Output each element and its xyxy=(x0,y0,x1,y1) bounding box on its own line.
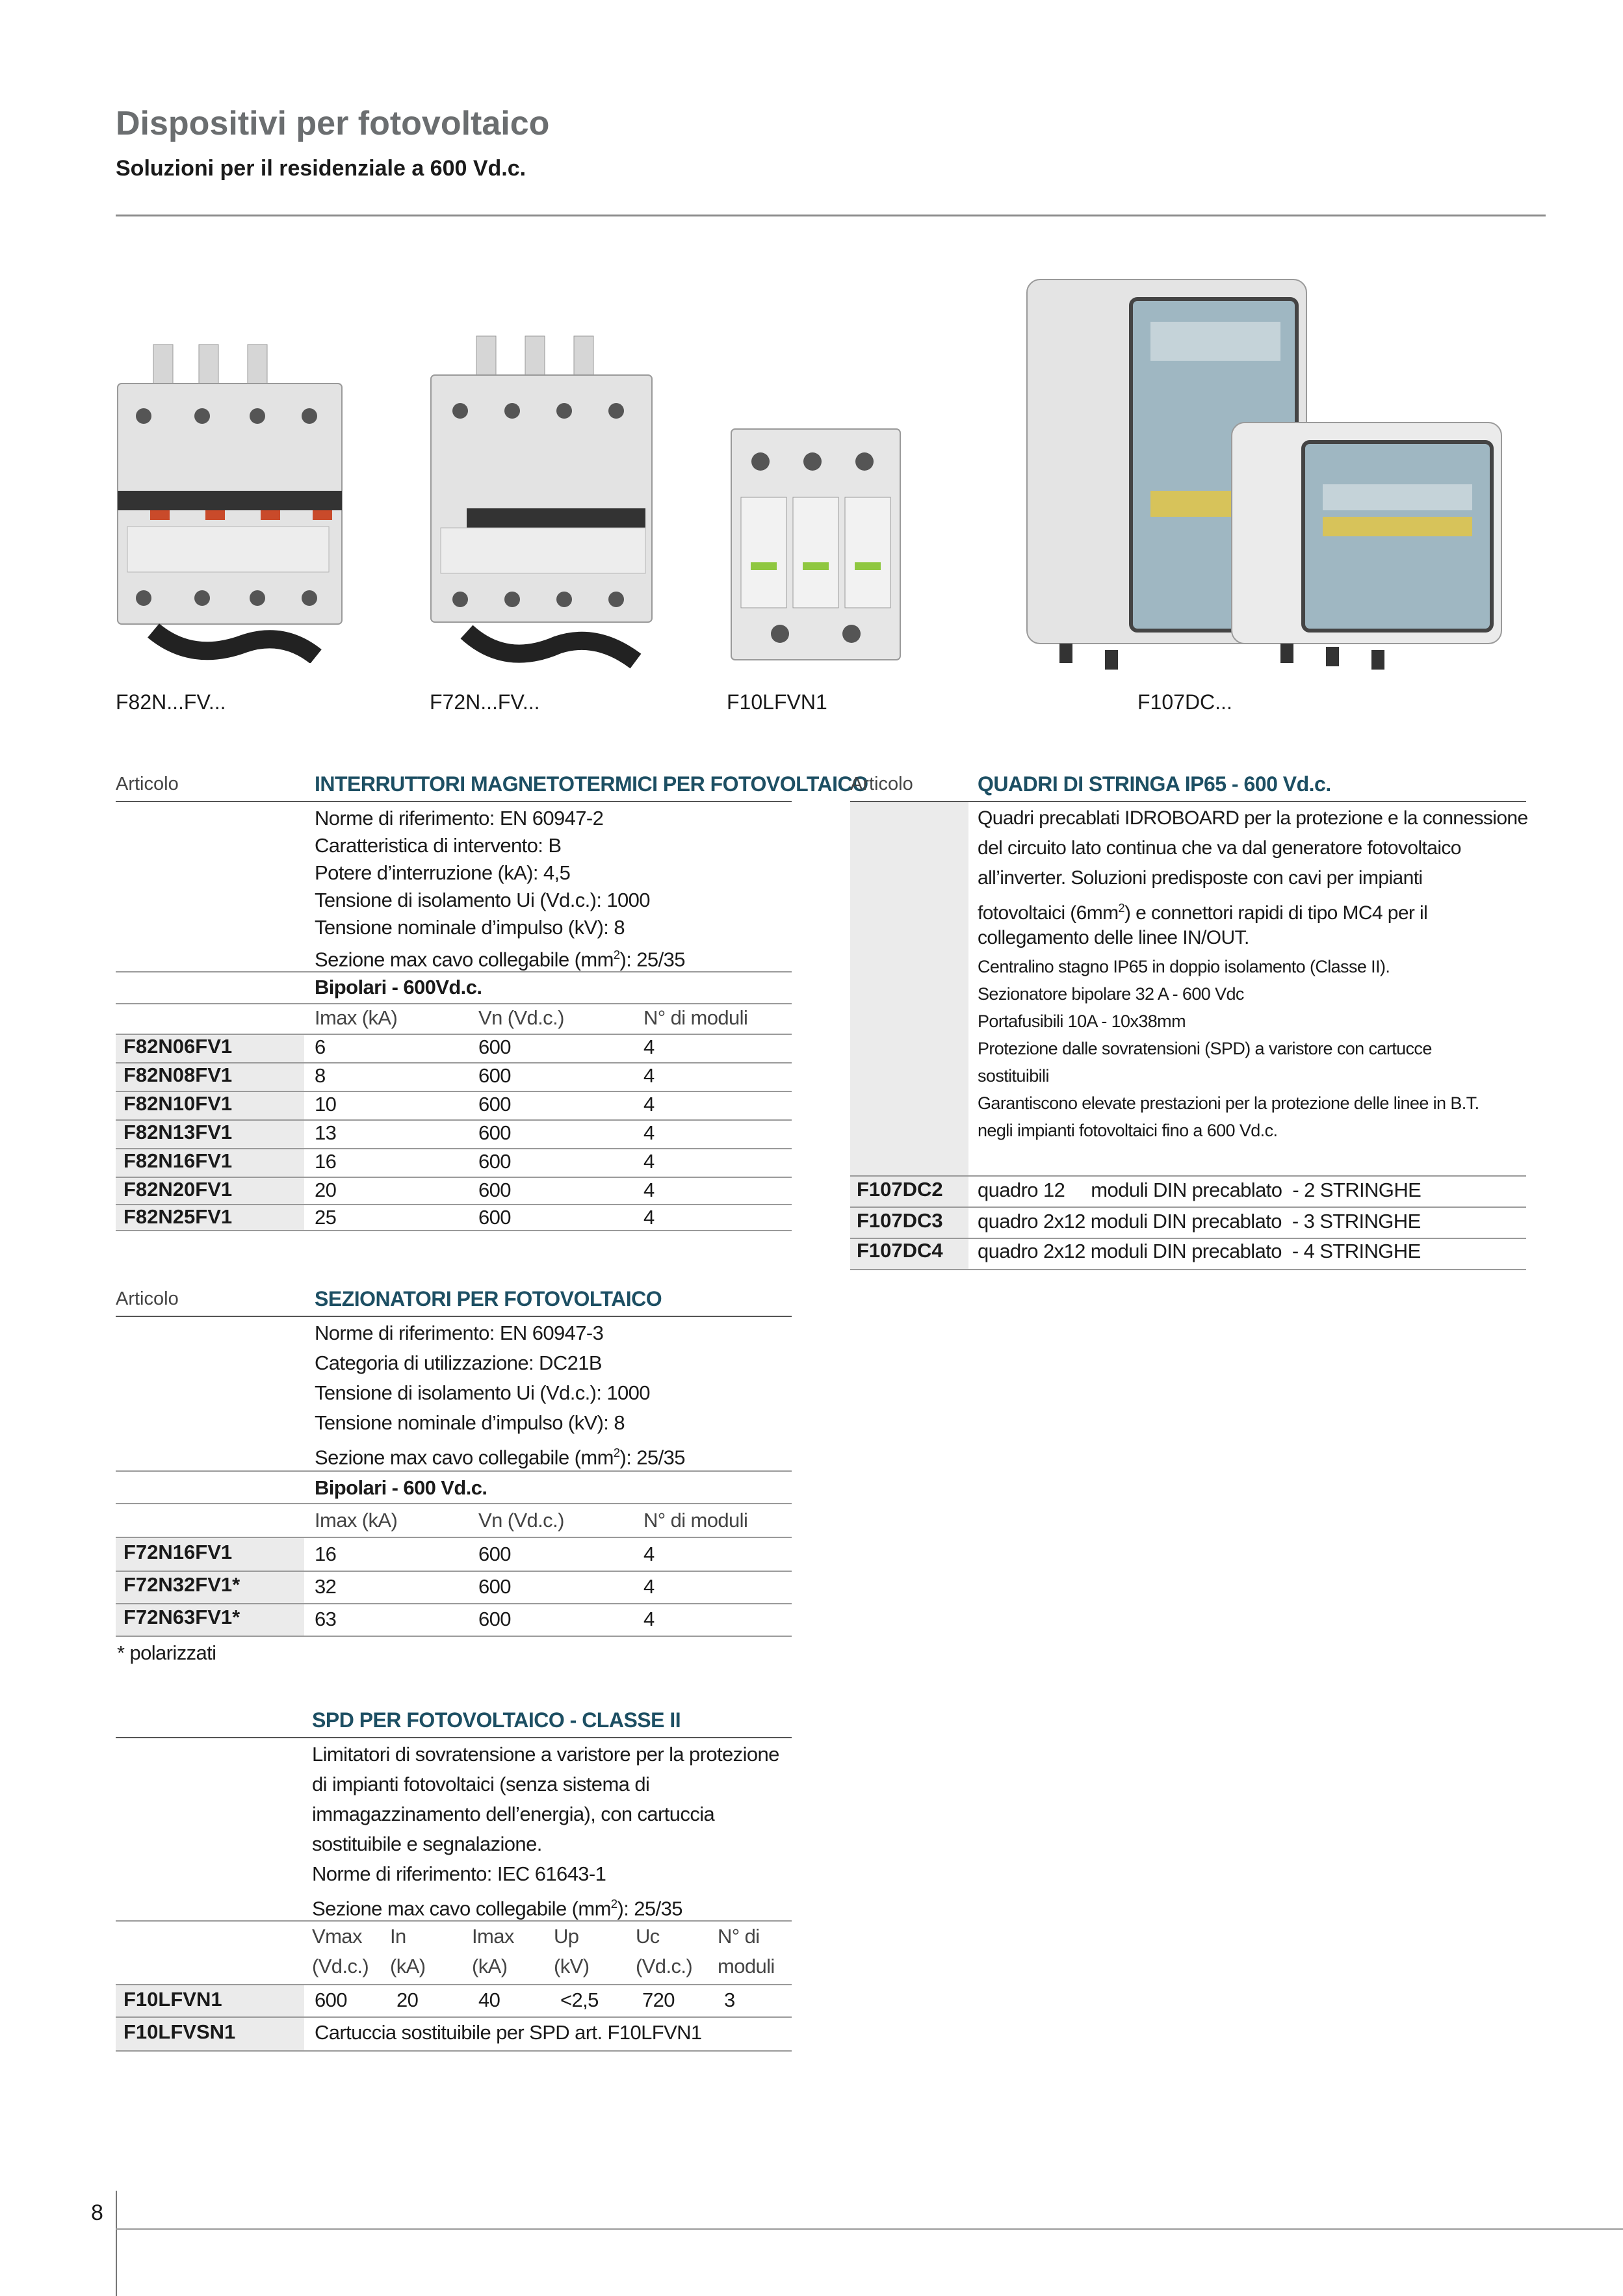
spec-line xyxy=(315,1439,685,1471)
feature-line: Protezione dalle sovratensioni (SPD) a varistore con cartucce xyxy=(978,1039,1432,1058)
divider xyxy=(116,1920,792,1922)
spec-line: Norme di riferimento: EN 60947-3 xyxy=(315,1322,604,1344)
imax-value: 8 xyxy=(315,1064,326,1087)
group-label: Bipolari - 600Vd.c. xyxy=(315,976,482,998)
moduli-value: 4 xyxy=(643,1121,655,1144)
divider xyxy=(116,1316,792,1317)
page-title: Dispositivi per fotovoltaico xyxy=(116,105,550,142)
article-code: F82N13FV1 xyxy=(123,1121,233,1143)
moduli-value: 3 xyxy=(724,1989,735,2011)
feature-line: sostituibili xyxy=(978,1066,1049,1086)
row-description: quadro 12 moduli DIN precablato - 2 STRINGHE xyxy=(978,1179,1422,1201)
description-line: del circuito lato continua che va dal generatore fotovoltaico xyxy=(978,837,1461,859)
page-subtitle: Soluzioni per il residenziale a 600 Vd.c. xyxy=(116,156,526,181)
table-heading: INTERRUTTORI MAGNETOTERMICI PER FOTOVOLTAICO xyxy=(315,772,868,796)
spec-text: Sezione max cavo collegabile (mm xyxy=(312,1897,611,1920)
divider xyxy=(116,1571,792,1572)
divider xyxy=(116,2016,792,2018)
uc-value: 720 xyxy=(642,1989,675,2011)
spec-line: Limitatori di sovratensione a varistore per la protezione xyxy=(312,1743,779,1766)
article-code: F107DC4 xyxy=(857,1239,943,1262)
column-header: (Vd.c.) xyxy=(636,1955,693,1977)
articolo-label: Articolo xyxy=(116,774,179,794)
circuit-breaker-image xyxy=(114,338,352,663)
spec-text: Sezione max cavo collegabile (mm xyxy=(315,1446,614,1469)
caption-f107dc: F107DC... xyxy=(1137,690,1232,714)
vn-value: 600 xyxy=(478,1121,511,1144)
divider xyxy=(850,1269,1526,1270)
imax-value: 16 xyxy=(315,1150,337,1173)
column-header: N° di moduli xyxy=(643,1509,748,1532)
column-header: (Vd.c.) xyxy=(312,1955,369,1977)
description-line: Quadri precablati IDROBOARD per la protezione e la connessione xyxy=(978,807,1528,829)
column-header: Vn (Vd.c.) xyxy=(478,1006,564,1029)
spec-line: Tensione nominale d’impulso (kV): 8 xyxy=(315,916,625,939)
spec-line: Tensione nominale d’impulso (kV): 8 xyxy=(315,1411,625,1434)
footer-divider xyxy=(116,2228,1623,2230)
divider xyxy=(116,971,792,972)
feature-line: Sezionatore bipolare 32 A - 600 Vdc xyxy=(978,984,1244,1004)
spec-line xyxy=(315,941,685,973)
moduli-value: 4 xyxy=(643,1179,655,1201)
description-line: all’inverter. Soluzioni predisposte con cavi per impianti xyxy=(978,867,1423,889)
vn-value: 600 xyxy=(478,1206,511,1229)
moduli-value: 4 xyxy=(643,1064,655,1087)
vn-value: 600 xyxy=(478,1036,511,1058)
column-header: N° di xyxy=(718,1925,760,1948)
spec-sup: 2 xyxy=(613,948,620,961)
spec-line: Caratteristica di intervento: B xyxy=(315,834,562,857)
articolo-label: Articolo xyxy=(850,774,913,794)
divider xyxy=(116,1503,792,1504)
moduli-value: 4 xyxy=(643,1608,655,1630)
column-header: Imax (kA) xyxy=(315,1509,398,1532)
caption-f82n: F82N...FV... xyxy=(116,690,226,714)
footnote: * polarizzati xyxy=(117,1641,216,1664)
feature-line: Portafusibili 10A - 10x38mm xyxy=(978,1011,1186,1031)
article-code: F10LFVN1 xyxy=(123,1988,222,2011)
imax-value: 10 xyxy=(315,1093,337,1115)
spec-text: ): 25/35 xyxy=(619,948,685,971)
spec-line: immagazzinamento dell’energia), con cartuccia xyxy=(312,1803,715,1825)
moduli-value: 4 xyxy=(643,1206,655,1229)
article-code: F72N16FV1 xyxy=(123,1541,233,1563)
divider xyxy=(116,1603,792,1604)
spec-line: Tensione di isolamento Ui (Vd.c.): 1000 xyxy=(315,889,650,911)
spec-sup: 2 xyxy=(610,1897,617,1911)
spec-text: ): 25/35 xyxy=(617,1897,682,1920)
row-description: quadro 2x12 moduli DIN precablato - 3 STRINGHE xyxy=(978,1210,1421,1233)
article-code: F107DC2 xyxy=(857,1178,943,1201)
vn-value: 600 xyxy=(478,1575,511,1598)
table-heading: QUADRI DI STRINGA IP65 - 600 Vd.c. xyxy=(978,772,1331,796)
moduli-value: 4 xyxy=(643,1543,655,1565)
vn-value: 600 xyxy=(478,1608,511,1630)
group-label: Bipolari - 600 Vd.c. xyxy=(315,1476,487,1499)
moduli-value: 4 xyxy=(643,1150,655,1173)
divider xyxy=(116,1470,792,1472)
desc-text: ) e connettori rapidi di tipo MC4 per il xyxy=(1124,902,1428,924)
spec-text: ): 25/35 xyxy=(619,1446,685,1469)
spec-line: Categoria di utilizzazione: DC21B xyxy=(315,1351,602,1374)
desc-sup: 2 xyxy=(1118,902,1124,915)
column-header: (kA) xyxy=(390,1955,426,1977)
imax-value: 63 xyxy=(315,1608,337,1630)
column-header: Up xyxy=(554,1925,579,1948)
caption-f10lfvn1: F10LFVN1 xyxy=(727,690,827,714)
spec-text: Sezione max cavo collegabile (mm xyxy=(315,948,614,971)
disconnector-image xyxy=(428,333,658,671)
vn-value: 600 xyxy=(478,1150,511,1173)
code-column xyxy=(850,802,968,1175)
vn-value: 600 xyxy=(478,1093,511,1115)
column-header: In xyxy=(390,1925,406,1948)
spec-line: Norme di riferimento: IEC 61643-1 xyxy=(312,1862,606,1885)
row-description: Cartuccia sostituibile per SPD art. F10LFVN1 xyxy=(315,2021,702,2044)
description-line: collegamento delle linee IN/OUT. xyxy=(978,927,1249,948)
article-code: F82N06FV1 xyxy=(123,1035,233,1058)
divider xyxy=(116,1636,792,1637)
article-code: F72N63FV1* xyxy=(123,1606,240,1628)
imax-value: 25 xyxy=(315,1206,337,1229)
imax-value: 16 xyxy=(315,1543,337,1565)
feature-line: Centralino stagno IP65 in doppio isolamento (Classe II). xyxy=(978,957,1390,976)
moduli-value: 4 xyxy=(643,1093,655,1115)
divider xyxy=(116,801,792,802)
article-code: F82N10FV1 xyxy=(123,1092,233,1115)
column-header: N° di moduli xyxy=(643,1006,748,1029)
imax-value: 40 xyxy=(478,1989,500,2011)
spec-line: Tensione di isolamento Ui (Vd.c.): 1000 xyxy=(315,1381,650,1404)
column-header: Vmax xyxy=(312,1925,362,1948)
column-header: Imax (kA) xyxy=(315,1006,398,1029)
column-header: Vn (Vd.c.) xyxy=(478,1509,564,1532)
row-description: quadro 2x12 moduli DIN precablato - 4 STRINGHE xyxy=(978,1240,1421,1262)
vn-value: 600 xyxy=(478,1179,511,1201)
moduli-value: 4 xyxy=(643,1036,655,1058)
article-code: F82N25FV1 xyxy=(123,1205,233,1228)
article-code: F10LFVSN1 xyxy=(123,2020,236,2043)
imax-value: 32 xyxy=(315,1575,337,1598)
table-heading: SPD PER FOTOVOLTAICO - CLASSE II xyxy=(312,1708,681,1732)
spec-line: di impianti fotovoltaici (senza sistema di xyxy=(312,1773,650,1795)
vn-value: 600 xyxy=(478,1064,511,1087)
article-code: F82N08FV1 xyxy=(123,1063,233,1086)
header-divider xyxy=(116,215,1546,216)
enclosure-image xyxy=(1020,276,1508,686)
column-header: Uc xyxy=(636,1925,660,1948)
article-code: F72N32FV1* xyxy=(123,1573,240,1596)
vmax-value: 600 xyxy=(315,1989,347,2011)
article-code: F82N16FV1 xyxy=(123,1149,233,1172)
spec-line: Potere d’interruzione (kA): 4,5 xyxy=(315,861,571,884)
in-value: 20 xyxy=(396,1989,419,2011)
feature-line: Garantiscono elevate prestazioni per la protezione delle linee in B.T. xyxy=(978,1093,1479,1113)
spec-line xyxy=(312,1890,682,1922)
divider xyxy=(116,1737,792,1738)
article-code: F82N20FV1 xyxy=(123,1178,233,1201)
imax-value: 20 xyxy=(315,1179,337,1201)
spd-image xyxy=(728,426,903,666)
imax-value: 13 xyxy=(315,1121,337,1144)
column-header: (kV) xyxy=(554,1955,590,1977)
divider xyxy=(116,1230,792,1231)
table-heading: SEZIONATORI PER FOTOVOLTAICO xyxy=(315,1287,662,1311)
article-code: F107DC3 xyxy=(857,1209,943,1232)
column-header: Imax xyxy=(472,1925,514,1948)
column-header: (kA) xyxy=(472,1955,508,1977)
description-line xyxy=(978,894,1427,927)
footer-vertical-rule xyxy=(116,2191,117,2296)
feature-line: negli impianti fotovoltaici fino a 600 Vd.c. xyxy=(978,1121,1278,1140)
page-number: 8 xyxy=(91,2200,103,2225)
vn-value: 600 xyxy=(478,1543,511,1565)
spec-line: Norme di riferimento: EN 60947-2 xyxy=(315,807,604,829)
desc-text: fotovoltaici (6mm xyxy=(978,902,1119,924)
column-header: moduli xyxy=(718,1955,775,1977)
divider xyxy=(116,2050,792,2052)
caption-f72n: F72N...FV... xyxy=(430,690,540,714)
articolo-label: Articolo xyxy=(116,1288,179,1309)
imax-value: 6 xyxy=(315,1036,326,1058)
spec-line: sostituibile e segnalazione. xyxy=(312,1833,542,1855)
spec-sup: 2 xyxy=(613,1446,620,1459)
up-value: <2,5 xyxy=(560,1989,599,2011)
moduli-value: 4 xyxy=(643,1575,655,1598)
